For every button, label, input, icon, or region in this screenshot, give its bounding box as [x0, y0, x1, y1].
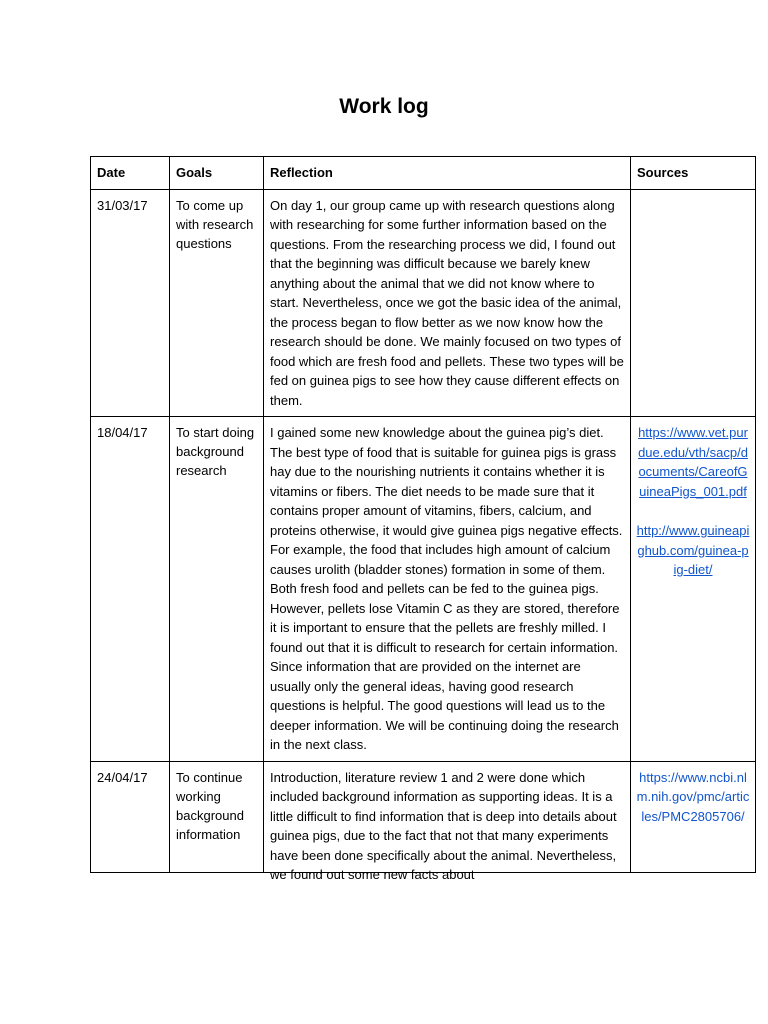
reflection-cell: I gained some new knowledge about the guinea pig’s diet. The best type of food that is suitable for guinea pigs is grass hay due to the nourishing nutrients it contains whether it is vitamins or fibers. The diet needs to be made sure that it contains proper amount of vitamins, fibers, calcium, and proteins otherwise, it would give guinea pigs negative effects. For example, the food that includes high amount of calcium causes urolith (bladder stones) formation in some of them. Both fresh food and pellets can be fed to the guinea pigs. However, pellets lose Vitamin C as they are stored, therefore it is important to ensure that the pellets are freshly milled. I found out that it is difficult to research for certain information. Since information that are provided on the internet are usually only the general ideas, having good research questions is helpful. The good questions will lead us to the deeper information. We will be continuing doing the research in the next class.	[264, 417, 631, 762]
source-link[interactable]: https://www.vet.purdue.edu/vth/sacp/documents/CareofGuineaPigs_001.pdf	[638, 425, 748, 499]
reflection-cell: On day 1, our group came up with research questions along with researching for some further information based on the questions. From the researching process we did, I found out that the beginning was difficult because we barely knew anything about the animal that we did not know where to start. Nevertheless, once we got the basic idea of the animal, the process began to flow better as we now know how the research should be done. We mainly focused on two types of food which are fresh food and pellets. These two types will be fed on guinea pigs to see how they cause different effects on them.	[264, 189, 631, 417]
goals-cell: To start doing background research	[170, 417, 264, 762]
work-log-table	[90, 156, 756, 882]
table-header-row	[91, 157, 756, 190]
column-header-sources: Sources	[631, 157, 756, 190]
table-row	[91, 761, 756, 872]
sources-cell	[631, 417, 756, 762]
table-row	[91, 417, 756, 762]
page-title: Work log	[339, 95, 429, 118]
source-gap	[636, 501, 750, 521]
source-link[interactable]: http://www.guineapighub.com/guinea-pig-diet/	[636, 523, 750, 577]
column-header-reflection: Reflection	[264, 157, 631, 190]
sources-cell	[631, 189, 756, 417]
date-cell: 24/04/17	[91, 761, 170, 872]
reflection-text: Introduction, literature review 1 and 2 were done which included background information as supporting ideas. It is a little difficult to find information that is deep into details about guinea pigs, due to the fact that not that many experiments have been done specifically about the animal. Nevertheless, we found out some new facts about	[270, 769, 617, 882]
goals-cell: To come up with research questions	[170, 189, 264, 417]
date-cell: 31/03/17	[91, 189, 170, 417]
reflection-cell	[264, 761, 631, 882]
source-text[interactable]: https://www.ncbi.nlm.nih.gov/pmc/articles/PMC2805706/	[636, 769, 750, 824]
date-cell: 18/04/17	[91, 417, 170, 762]
column-header-date: Date	[91, 157, 170, 190]
goals-cell: To continue working background information	[170, 761, 264, 872]
sources-cell	[631, 761, 756, 872]
table-row	[91, 189, 756, 417]
column-header-goals: Goals	[170, 157, 264, 190]
